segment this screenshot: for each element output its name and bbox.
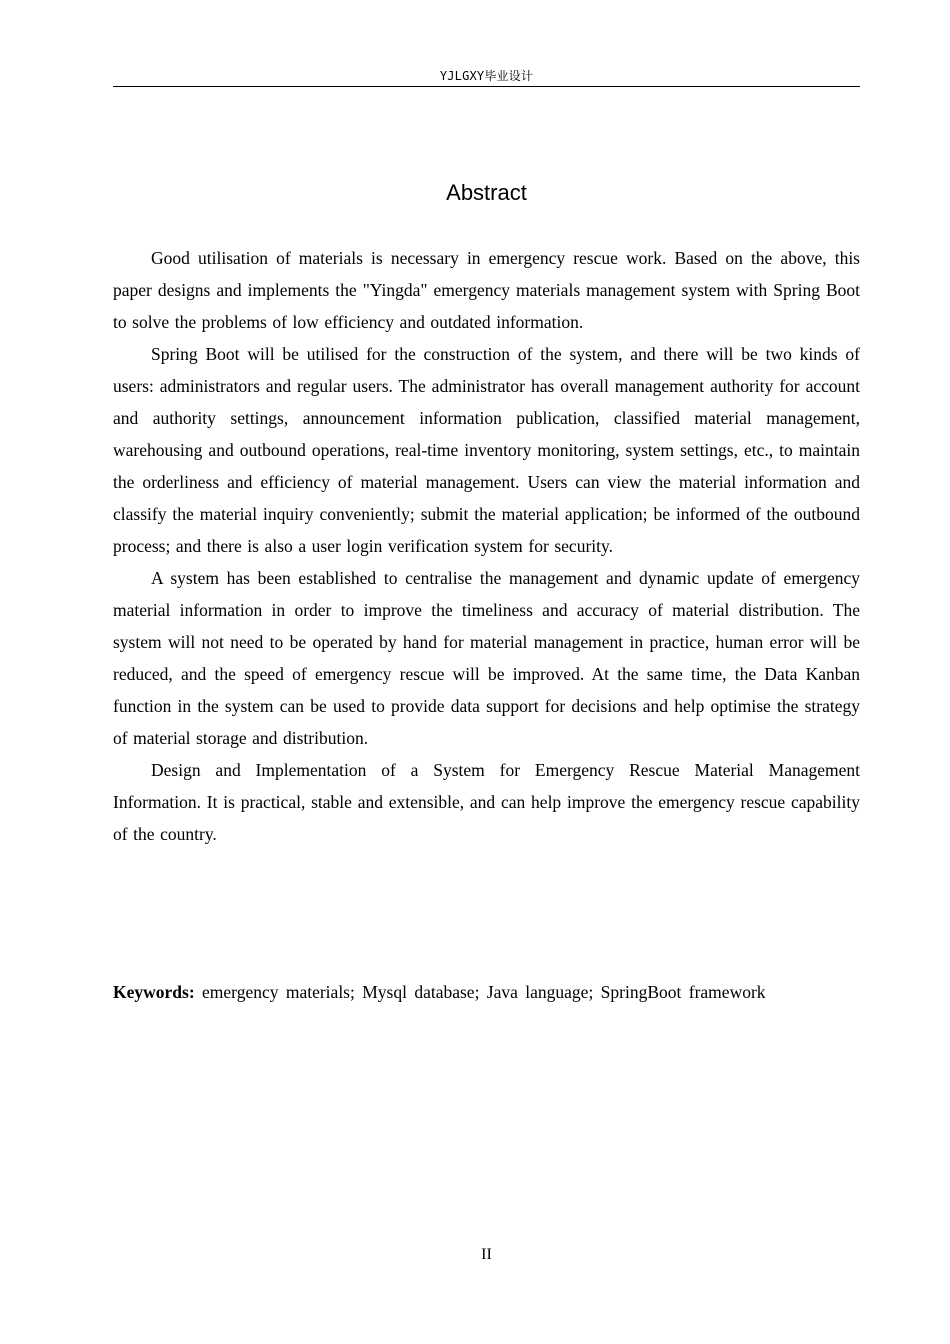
page-number: II bbox=[481, 1246, 492, 1263]
abstract-paragraph-3: A system has been established to centralise the management and dynamic update of emergency material information in order to improve the timeliness and accuracy of material distribution. The system will not need to be operated by hand for material management in practice, human error will be reduced, and the speed of emergency rescue will be improved. At the same time, the Data Kanban function in the system can be used to provide data support for decisions and help optimise the strategy of material storage and distribution. bbox=[113, 568, 860, 748]
abstract-title: Abstract bbox=[446, 180, 527, 205]
abstract-paragraph-4: Design and Implementation of a System for Emergency Rescue Material Management Information. It is practical, stable and extensible, and can help improve the emergency rescue capability of the country. bbox=[113, 760, 860, 844]
abstract-body bbox=[113, 242, 860, 850]
keywords-line bbox=[113, 976, 860, 1008]
abstract-paragraph-2: Spring Boot will be utilised for the construction of the system, and there will be two kinds of users: administrators and regular users. The administrator has overall management authority for account and authority settings, announcement information publication, classified material management, warehousing and outbound operations, real-time inventory monitoring, system settings, etc., to maintain the orderliness and efficiency of material management. Users can view the material information and classify the material inquiry conveniently; submit the material application; be informed of the outbound process; and there is also a user login verification system for security. bbox=[113, 344, 860, 556]
keywords-text: emergency materials; Mysql database; Java language; SpringBoot framework bbox=[202, 982, 766, 1002]
running-header bbox=[113, 67, 860, 87]
abstract-paragraph-1: Good utilisation of materials is necessary in emergency rescue work. Based on the above, this paper designs and implements the "Yingda" emergency materials management system with Spring Boot to solve the problems of low efficiency and outdated information. bbox=[113, 248, 860, 332]
keywords-label: Keywords: bbox=[113, 982, 195, 1002]
running-header-title: YJLGXY毕业设计 bbox=[439, 69, 534, 83]
